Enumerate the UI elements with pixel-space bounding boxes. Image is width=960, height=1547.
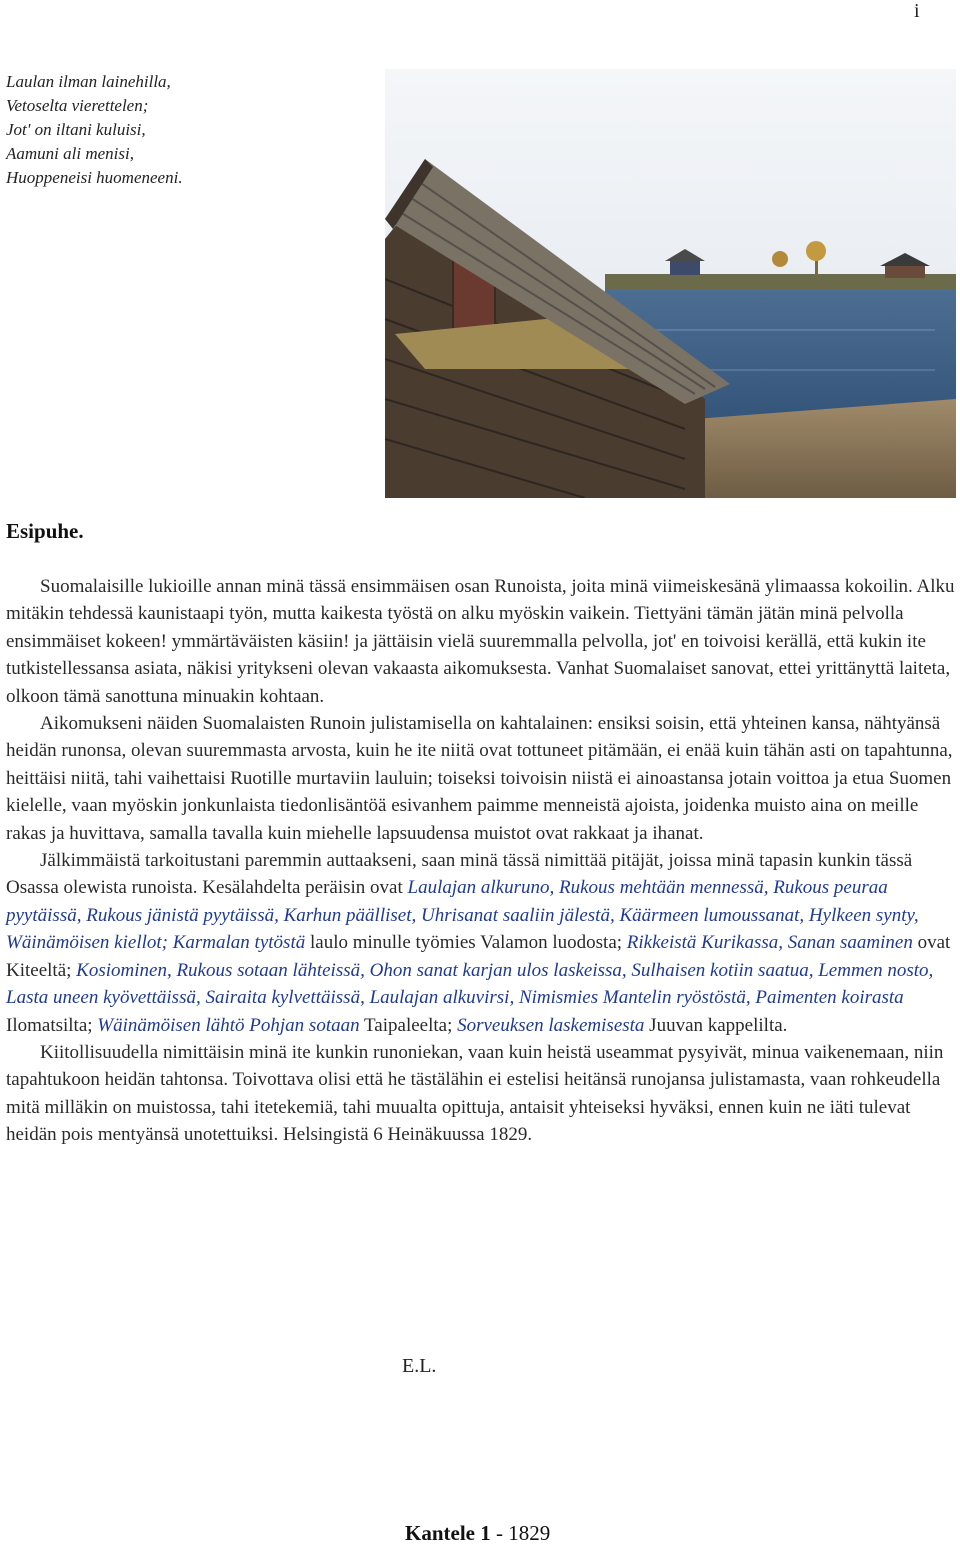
signature: E.L. [402, 1355, 437, 1377]
epigraph-poem [6, 70, 183, 190]
paragraph-text: Jälkimmäistä tarkoitustani paremmin auttaakseni, saan minä tässä nimittää pitäjät, joissa minä tapasin kunkin tässä Osassa olewista runoista. Kesälahdelta peräisin ovat [6, 850, 913, 899]
poem-line: Vetoselta vierettelen; [6, 96, 149, 115]
paragraph-text: Taipaleelta; [359, 1014, 458, 1036]
paragraph-1: Suomalaisille lukioille annan minä tässä ensimmäisen osan Runoista, joita minä viimeiskesänä ylimaassa kokoilin. Alku mitäkin tehdessä kaunistaapi työn, mutta kaikesta työstä on alku myöskin vaikein. Tiettyäni tämän jätän minä pelvolla ensimmäiset kokeen! ymmärtäväisten käsiin! ja jättäisin vielä suuremmalla pelvolla, jot' en toivoisi kerällä, että kukin ite tutkistellessansa asiata, näkisi yritykseni olevan vakaasta aikomuksesta. Vanhat Suomalaiset sanovat, ettei yrittänyttä laiteta, olkoon tämä sanottuna minuakin kohtaan. [6, 576, 955, 707]
poem-titles-juuka: Sorveuksen laskemisesta [457, 1014, 645, 1036]
poem-titles-kesalahti: Laulajan alkuruno, Rukous mehtään mennessä, Rukous peuraa pyytäissä, Rukous jänistä pyytäissä, Karhun päälliset, Uhrisanat saaliin jälestä, Käärmeen lumoussanat, Hylkeen synty, Wäinämöisen kiellot; Karmalan tytöstä [6, 877, 919, 954]
poem-titles-kitee: Rikkeistä Kurikassa, Sanan saaminen [626, 932, 913, 954]
boathouse-lake-photo [385, 69, 956, 498]
page-number: i [914, 0, 920, 22]
paragraph-text: Ilomatsilta; [6, 1014, 98, 1036]
poem-titles-ilomantsi: Kosiominen, Rukous sotaan lähteissä, Ohon sanat karjan ulos laskeissa, Sulhaisen kotiin saatua, Lemmen nosto, Lasta uneen kyövettäissä, Sairaita kylvettäissä, Laulajan alkuvirsi, Nimismies Mantelin ryöstöstä, Paimenten koirasta [6, 959, 934, 1009]
page-footer [405, 1521, 550, 1546]
footer-title: Kantele 1 [405, 1521, 491, 1545]
preface-body [6, 573, 956, 1149]
poem-titles-taipale: Wäinämöisen lähtö Pohjan sotaan [97, 1014, 360, 1036]
paragraph-3 [6, 847, 956, 1039]
paragraph-text: ovat Kiteeltä; [6, 932, 951, 981]
paragraph-4: Kiitollisuudella nimittäisin minä ite kunkin runoniekan, vaan kuin heistä useammat pysyivät, minua vaikenemaan, niin tapahtukoon heidän tahtonsa. Toivottava olisi että he tästälähin ei estelisi heitänsä runojansa julistamasta, vaan rohkeudella mitä milläkin on muistossa, tahi itetekemiä, tahi muualta opittuja, antaisit yhteiseksi hyväksi, ennen kuin ne iäti tulevat heidän pois mentyänsä unotettuiksi. Helsingistä 6 Heinäkuussa 1829. [6, 1041, 944, 1146]
poem-line: Aamuni ali menisi, [6, 144, 134, 163]
section-heading: Esipuhe. [6, 519, 84, 543]
poem-line: Jot' on iltani kuluisi, [6, 120, 146, 139]
poem-line: Laulan ilman lainehilla, [6, 72, 171, 91]
paragraph-2: Aikomukseni näiden Suomalaisten Runoin julistamisella on kahtalainen: ensiksi soisin, että yhteinen kansa, nähtyänsä heidän runonsa, olevan suuremmasta arvosta, kuin he ite niitä ovat tottuneet pitämään, ei enää kuin tähän asti on tapahtunna, heittäisi niitä, tahi vaihettaisi Ruotille murtaviin lauluin; toiseksi toivoisin niistä ei ainoastansa jotain voittoa ja etua Suomen kielelle, vaan myöskin jonkunlaista tiedonlisäntöä esivanhem paimme menneistä ajoista, joidenka muisto aina on meille rakas ja huvittava, samalla tavalla kuin miehelle lapsuudensa muistot ovat rakkaat ja ihanat. [6, 713, 953, 844]
footer-year: 1829 [508, 1521, 551, 1545]
poem-line: Huoppeneisi huomeneeni. [6, 168, 183, 187]
paragraph-text: laulo minulle työmies Valamon luodosta; [305, 932, 627, 954]
footer-separator: - [490, 1521, 509, 1545]
paragraph-text: Juuvan kappelilta. [644, 1014, 788, 1036]
